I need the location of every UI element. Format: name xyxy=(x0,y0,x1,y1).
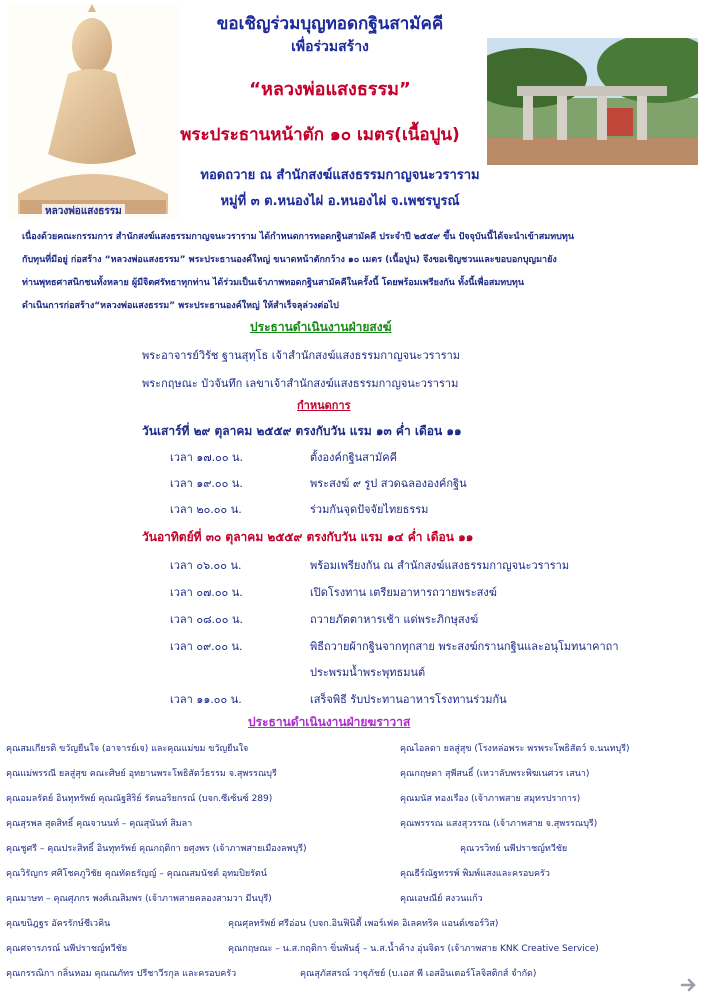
day-heading: วันอาทิตย์ที่ ๓๐ ตุลาคม ๒๕๕๙ ตรงกับวัน แรม ๑๔ ค่ำ เดือน ๑๑ xyxy=(142,530,474,544)
image-caption: หลวงพ่อแสงธรรม xyxy=(42,204,125,219)
invite-title: ขอเชิญร่วมบุญทอดกฐินสามัคคี xyxy=(216,14,444,34)
lay-person-right: คุณกฤษณะ – น.ส.กฤติกา ขิ่นพันธุ์ – น.ส.น้ำค้าง อุ่นจิตร (เจ้าภาพสาย KNK Creative Service) xyxy=(228,944,599,954)
intro-line: ท่านพุทธศาสนิกชนทั้งหลาย ผู้มีจิตศรัทธาทุกท่าน ได้ร่วมเป็นเจ้าภาพทอดกฐินสามัคคีในครั้งนี้ โดยพร้อมเพรียงกัน ทั้งนี้เพื่อสมทบทุน xyxy=(22,278,525,288)
lay-person-left: คุณมาษท – คุณศุภกร พงศ์เณสิมพร (เจ้าภาพสายคลองสามวา มีนบุรี) xyxy=(6,894,272,904)
schedule-time: เวลา ๑๗.๐๐ น. xyxy=(170,451,244,464)
lay-person-left: คุณสุรพล สุดสิทธิ์ คุณจานนท์ – คุณสุนันท์ สิมลา xyxy=(6,819,193,829)
schedule-time: เวลา ๐๘.๐๐ น. xyxy=(170,613,243,626)
schedule-activity: ถวายภัตตาหารเช้า แด่พระภิกษุสงฆ์ xyxy=(310,613,479,626)
schedule-row xyxy=(170,500,428,518)
lay-person-left: คุณอมลรัตย์ อินทุทรัพย์ คุณณัฐสิริย์ รัตนอริยกรณ์ (บจก.ซีเซ้นซ์ 289) xyxy=(6,794,273,804)
lay-person-right: คุณวรวิทย์ นพีปราชญ์ทวีชัย xyxy=(460,844,568,854)
schedule-row xyxy=(170,690,507,708)
statue-name: “หลวงพ่อแสงธรรม” xyxy=(249,79,411,100)
buddha-statue-image xyxy=(8,4,178,220)
schedule-row xyxy=(170,474,467,492)
schedule-row xyxy=(170,610,478,628)
lay-person-left: คุณศจารภรณ์ นพีปราชญ์ทวีชัย xyxy=(6,944,128,954)
lay-person-right: คุณสุภัสสรณ์ วาฐุภัชย์ (บ.เอส พี เอสอินเตอร์โลจิสติกส์ จำกัด) xyxy=(300,969,537,979)
schedule-time: เวลา ๐๗.๐๐ น. xyxy=(170,586,243,599)
lay-person-left: คุณขนิฎฐร อัครรักษ์ชีเวคิน xyxy=(6,919,111,929)
schedule-row xyxy=(170,556,569,574)
lay-person-left: คุณวิรัญกร ศศิโชคภูวิชัย คุณทัดธรัญญ์ – คุณณสมนัชต์ อุทมปิยรัตน์ xyxy=(6,869,267,879)
lay-person-right: คุณศุลทรัพย์ ศรีอ่อน (บจก.อินฟินิตี้ เพอร์เฟค อิเลคทริค แอนด์เซอร์วิส) xyxy=(228,919,499,929)
arrow-right-icon[interactable] xyxy=(680,976,698,994)
construction-photo xyxy=(487,38,698,165)
schedule-activity: ตั้งองค์กฐินสามัคคี xyxy=(310,451,397,464)
schedule-activity: พร้อมเพรียงกัน ณ สำนักสงฆ์แสงธรรมกาญจนะวราราม xyxy=(310,559,570,572)
monk-person: พระอาจารย์วิรัช ฐานสุทฺโธ เจ้าสำนักสงฆ์แสงธรรมกาญจนะวราราม xyxy=(142,349,461,362)
lay-person-right: คุณเอษณีย์ สงวนแก้ว xyxy=(400,894,483,904)
venue-line: ทอดถวาย ณ สำนักสงฆ์แสงธรรมกาญจนะวราราม xyxy=(200,168,480,183)
intro-line: เนื่องด้วยคณะกรรมการ สำนักสงฆ์แสงธรรมกาญจนะวราราม ได้กำหนดการทอดกฐินสามัคคี ประจำปี ๒๕๕๙ ขึ้น ปัจจุบันนี้ได้จะนำเข้าสมทบทุน xyxy=(22,232,574,242)
lay-person-left: คุณกรรณิกา กลิ่นหอม คุณณภัทร ปรีชาวีรกุล และครอบครัว xyxy=(6,969,237,979)
purpose-line: เพื่อร่วมสร้าง xyxy=(291,39,369,55)
schedule-row xyxy=(170,637,619,655)
schedule-activity: ประพรมน้ำพระพุทธมนต์ xyxy=(310,666,426,679)
schedule-row xyxy=(170,663,425,681)
address-line: หมู่ที่ ๓ ต.หนองไผ่ อ.หนองไผ่ จ.เพชรบูรณ์ xyxy=(220,194,460,209)
monk-section-title: ประธานดำเนินงานฝ่ายสงฆ์ xyxy=(250,320,392,334)
statue-description: พระประธานหน้าตัก ๑๐ เมตร(เนื้อปูน) xyxy=(180,125,460,145)
lay-person-right: คุณกฤษดา สุพีสนธิ์ (เหวาลับพระพิฆเนศวร เสนา) xyxy=(400,769,590,779)
schedule-row xyxy=(170,448,397,466)
schedule-activity: พระสงฆ์ ๙ รูป สวดฉลององค์กฐิน xyxy=(310,477,467,490)
intro-line: ดำเนินการก่อสร้าง“หลวงพ่อแสงธรรม” พระประธานองค์ใหญ่ ให้สำเร็จลุล่วงต่อไป xyxy=(22,301,339,311)
schedule-time: เวลา ๑๙.๐๐ น. xyxy=(170,477,243,490)
schedule-activity: ร่วมกันจุดปัจจัยไทยธรรม xyxy=(310,503,429,516)
lay-person-right: คุณไอลดา ยลสู่สุข (โรงหล่อพระ พรพระโพธิสัตว์ จ.นนทบุรี) xyxy=(400,744,630,754)
intro-line: กับทุนที่มีอยู่ ก่อสร้าง “หลวงพ่อแสงธรรม” พระประธานองค์ใหญ่ ขนาดหน้าตักกว้าง ๑๐ เมตร (เนื้อปูน) จึงขอเชิญชวนและขอบอกบุญมายัง xyxy=(22,255,557,265)
schedule-time: เวลา ๒๐.๐๐ น. xyxy=(170,503,242,516)
schedule-activity: พิธีถวายผ้ากฐินจากทุกสาย พระสงฆ์กรานกฐินและอนุโมทนาคาถา xyxy=(310,640,619,653)
schedule-time: เวลา ๐๖.๐๐ น. xyxy=(170,559,242,572)
schedule-row xyxy=(170,583,497,601)
lay-person-left: คุณแม่พรรณี ยลสู่สุข คณะศิษย์ อุทยานพระโพธิสัตว์ธรรม จ.สุพรรณบุรี xyxy=(6,769,277,779)
intro-paragraph xyxy=(22,226,697,318)
schedule-activity: เสร็จพิธี รับประทานอาหารโรงทานร่วมกัน xyxy=(310,693,507,706)
lay-person-left: คุณชูศรี – คุณประสิทธิ์ อินทุทรัพย์ คุณกฤติกา ยศุงพร (เจ้าภาพสายเมืองลพบุรี) xyxy=(6,844,307,854)
lay-person-right: คุณธีร์ณัฐทรรพ์ พิมพ์แสงและครอบครัว xyxy=(400,869,550,879)
lay-section-title: ประธานดำเนินงานฝ่ายฆราวาส xyxy=(248,715,411,729)
lay-person-left: คุณสมเกียรติ ขวัญยืนใจ (อาจารย์เจ) และคุณแม่ขม ขวัญยืนใจ xyxy=(6,744,249,754)
lay-person-right: คุณพรรรณ แสงสุวรรณ (เจ้าภาพสาย จ.สุพรรณบุรี) xyxy=(400,819,598,829)
schedule-title: กำหนดการ xyxy=(297,399,351,412)
schedule-activity: เปิดโรงทาน เตรียมอาหารถวายพระสงฆ์ xyxy=(310,586,497,599)
lay-person-right: คุณมนัส ทองเรือง (เจ้าภาพสาย สมุทรปราการ) xyxy=(400,794,581,804)
schedule-time: เวลา ๐๙.๐๐ น. xyxy=(170,640,243,653)
schedule-time: เวลา ๑๑.๐๐ น. xyxy=(170,693,242,706)
day-heading: วันเสาร์ที่ ๒๙ ตุลาคม ๒๕๕๙ ตรงกับวัน แรม ๑๓ ค่ำ เดือน ๑๑ xyxy=(142,424,462,438)
monk-person: พระกฤษณะ บัวจันทึก เลขาเจ้าสำนักสงฆ์แสงธรรมกาญจนะวราราม xyxy=(142,377,459,390)
